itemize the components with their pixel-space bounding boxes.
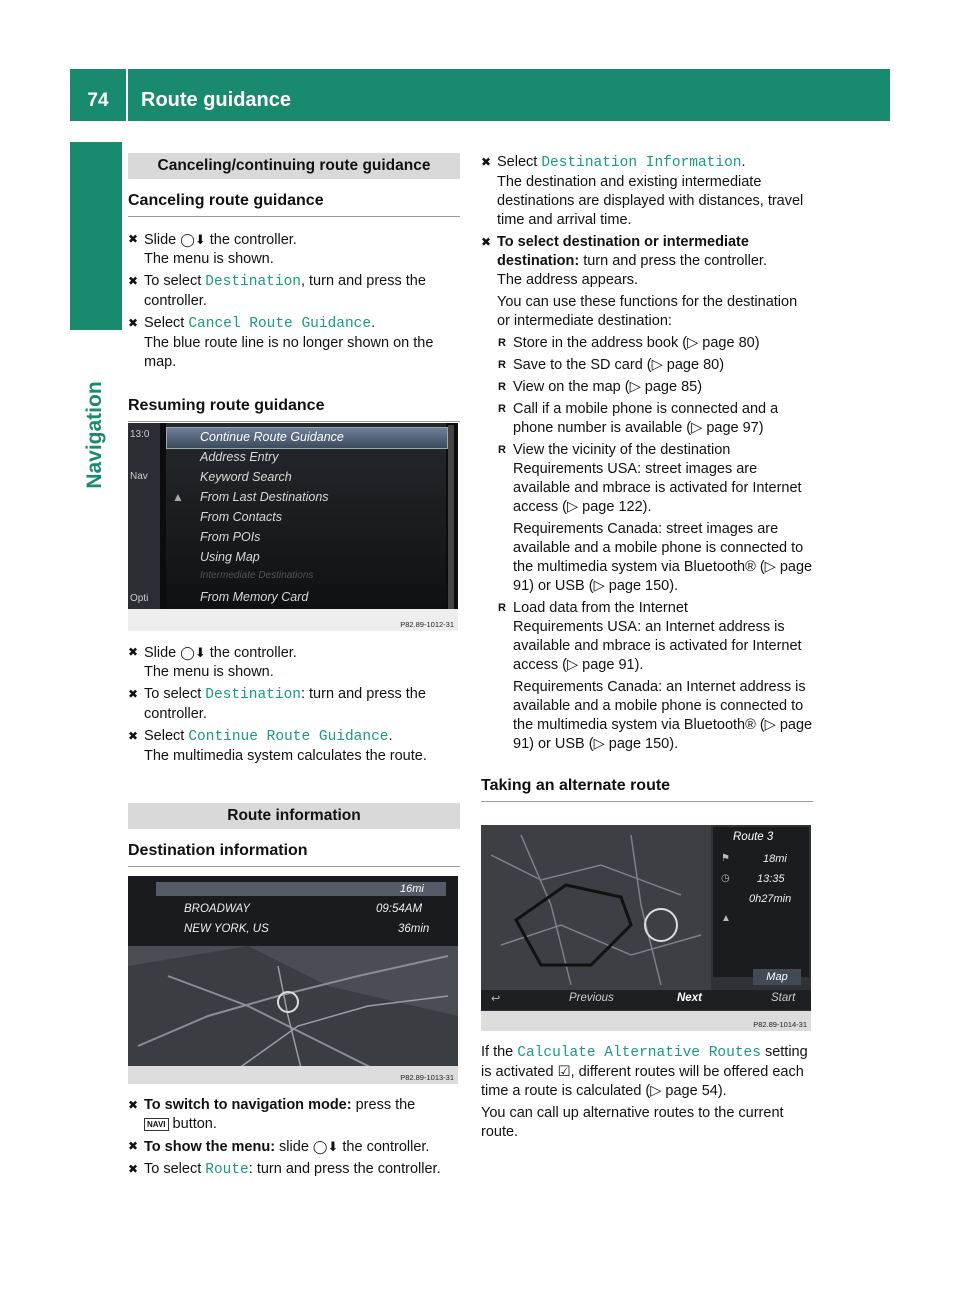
vicinity-requirements-canada: Requirements Canada: street images are available and a mobile phone is connected to the multimedia system via Bluetooth® (▷ page 91) or USB (▷ page 150). [513, 521, 813, 594]
screen-route-arrival: 13:35 [757, 873, 785, 885]
step-select-continue: ✖ Select Continue Route Guidance. The multimedia system calculates the route. [128, 728, 427, 764]
screenshot-caption: P82.89-1012-31 [400, 620, 454, 629]
step-slide: ✖ Slide ◯⬇ the controller. The menu is shown. [128, 232, 297, 267]
page-title: Route guidance [141, 89, 292, 111]
folder-icon: ▲ [172, 490, 184, 504]
screen-scrollbar [448, 425, 454, 609]
screen-route-distance: 18mi [763, 853, 787, 865]
alternate-routes-paragraph: If the Calculate Alternative Routes setting is activated ☑, different routes will be offered each time a route is calculated (▷ page 54). [481, 1044, 808, 1099]
page-number: 74 [87, 90, 109, 111]
heading-canceling-route-guidance: Canceling route guidance [128, 191, 460, 217]
bullet-view-on-map: R View on the map (▷ page 85) [498, 379, 703, 395]
step-arrow-icon: ✖ [128, 1139, 139, 1153]
map-button[interactable]: Map [753, 969, 801, 985]
step-arrow-icon: ✖ [128, 232, 139, 246]
column-right-bottom [481, 1043, 813, 1145]
clock-icon: ◷ [721, 873, 730, 884]
screenshot-destination-map [128, 876, 458, 1084]
heading-resuming-route-guidance: Resuming route guidance [128, 396, 460, 422]
column-left-bottom [128, 1096, 460, 1183]
screen-nav-label: Nav [130, 471, 148, 482]
bullet-store-address-book: R Store in the address book (▷ page 80) [498, 335, 760, 351]
screen-route-duration: 0h27min [749, 893, 792, 905]
screen-route-number: Route 3 [733, 831, 774, 843]
bullet-load-internet: R Load data from the Internet Requirements USA: an Internet address is available and mbrace is activated for Internet access (▷ page 91). Requirements Canada: an Internet address is available and a mobile phone is connected to the multimedia system via Bluetooth® (▷ page 91) or USB (▷ page 150). [498, 600, 813, 752]
header-divider [126, 69, 128, 121]
screen-minutes: 36min [398, 923, 430, 935]
menu-item-destination: Destination [205, 687, 301, 703]
bullet-icon: R [498, 444, 506, 456]
start-button[interactable]: Start [771, 992, 796, 1004]
screen-item-contacts: From Contacts [200, 510, 282, 524]
menu-item-cancel-route-guidance: Cancel Route Guidance [188, 316, 372, 332]
screenshot-caption: P82.89-1014-31 [753, 1020, 807, 1029]
navi-button-icon: NAVI [144, 1118, 169, 1131]
controller-icon: ◯⬇ [180, 232, 206, 247]
screen-distance: 16mi [400, 883, 424, 895]
bullet-icon: R [498, 602, 506, 614]
vicinity-requirements-usa: Requirements USA: street images are available and mbrace is activated for Internet access (▷ page 122). [513, 461, 802, 515]
step-select-cancel: ✖ Select Cancel Route Guidance. The blue route line is no longer shown on the map. [128, 315, 434, 370]
screen-arrival-time: 09:54AM [376, 903, 423, 915]
next-button[interactable]: Next [677, 992, 702, 1004]
controller-icon: ◯⬇ [312, 1139, 339, 1154]
step-navigation-mode: ✖ To switch to navigation mode: press the NAVI button. [128, 1097, 416, 1132]
load-requirements-usa: Requirements USA: an Internet address is available and mbrace is activated for Internet access (▷ page 91). [513, 619, 802, 673]
previous-button[interactable]: Previous [569, 992, 614, 1004]
bullet-save-sd-card: R Save to the SD card (▷ page 80) [498, 357, 725, 373]
section-heading-canceling: Canceling/continuing route guidance [128, 153, 460, 179]
step-arrow-icon: ✖ [128, 1162, 139, 1176]
step-arrow-icon: ✖ [128, 1098, 139, 1112]
menu-item-destination-information: Destination Information [541, 155, 742, 171]
alternate-routes-note: You can call up alternative routes to the current route. [481, 1105, 784, 1140]
side-tab-label: Navigation [83, 381, 106, 489]
screen-item-keyword-search: Keyword Search [200, 470, 292, 484]
screen-item-address-entry: Address Entry [200, 450, 279, 464]
side-tab-block [70, 142, 122, 330]
functions-intro: You can use these functions for the destination or intermediate destination: [497, 294, 798, 329]
step-select-destination: ✖ To select Destination: turn and press the controller. [128, 686, 426, 722]
screen-item-continue: Continue Route Guidance [200, 430, 344, 444]
screen-options-label: Opti [130, 593, 149, 604]
step-slide: ✖ Slide ◯⬇ the controller. The menu is shown. [128, 645, 297, 680]
step-show-menu: ✖ To show the menu: slide ◯⬇ the controller. [128, 1139, 430, 1155]
bullet-icon: R [498, 381, 506, 393]
step-select-route: ✖ To select Route: turn and press the controller. [128, 1161, 441, 1178]
section-heading-route-information: Route information [128, 803, 460, 829]
menu-item-continue-route-guidance: Continue Route Guidance [188, 729, 389, 745]
menu-item-destination: Destination [205, 274, 301, 290]
screenshot-caption: P82.89-1013-31 [400, 1073, 454, 1082]
step-select-destination-information: ✖ Select Destination Information. The destination and existing intermediate destinations are displayed with distances, travel time and arrival time. [481, 154, 804, 228]
flag-icon: ⚑ [721, 853, 730, 864]
step-arrow-icon: ✖ [128, 316, 139, 330]
step-arrow-icon: ✖ [128, 729, 139, 743]
screen-bottom-bar [481, 990, 811, 1010]
setting-calculate-alternative-routes: Calculate Alternative Routes [517, 1045, 761, 1061]
column-left [128, 153, 460, 422]
screenshot-nav-menu [128, 423, 458, 631]
heading-alternate-route: Taking an alternate route [481, 776, 813, 802]
controller-icon: ◯⬇ [180, 645, 206, 660]
step-select-destination: ✖ To select Destination, turn and press the controller. [128, 273, 426, 309]
screen-city: NEW YORK, US [184, 923, 269, 935]
bullet-icon: R [498, 359, 506, 371]
heading-destination-information: Destination information [128, 841, 460, 867]
load-requirements-canada: Requirements Canada: an Internet address is available and a mobile phone is connected to the multimedia system via Bluetooth® (▷ page 91) or USB (▷ page 150). [513, 679, 813, 752]
screen-item-pois: From POIs [200, 530, 261, 544]
screen-item-last-destinations: From Last Destinations [200, 490, 329, 504]
bullet-icon: R [498, 337, 506, 349]
step-arrow-icon: ✖ [128, 687, 139, 701]
step-arrow-icon: ✖ [128, 274, 139, 288]
screen-item-intermediate-disabled: Intermediate Destinations [200, 570, 314, 581]
route-options-icon: ▲ [721, 913, 731, 924]
bullet-icon: R [498, 403, 506, 415]
screen-item-using-map: Using Map [200, 550, 260, 564]
step-arrow-icon: ✖ [481, 155, 492, 169]
screenshot-alternate-route [481, 825, 811, 1031]
bullet-call: R Call if a mobile phone is connected and a phone number is available (▷ page 97) [498, 401, 779, 436]
screen-street: BROADWAY [184, 903, 251, 915]
bullet-view-vicinity: R View the vicinity of the destination Requirements USA: street images are available and mbrace is activated for Internet access (▷ page 122). Requirements Canada: street images are available and a mobile phone is connected to the multimedia system via Bluetooth® (▷ page 91) or USB (▷ page 150). [498, 442, 813, 594]
step-arrow-icon: ✖ [128, 645, 139, 659]
step-arrow-icon: ✖ [481, 235, 492, 249]
screen-item-memory-card: From Memory Card [200, 590, 309, 604]
back-icon[interactable]: ↩ [491, 993, 501, 1005]
column-right [481, 153, 813, 802]
column-left-continued [128, 643, 460, 867]
screen-clock: 13:0 [130, 429, 150, 440]
menu-item-route: Route [205, 1162, 249, 1178]
step-select-destination: ✖ To select destination or intermediate destination: turn and press the controller. The address appears. You can use these functions for the destination or intermediate destination: R Store in the address book (▷ page 80) R Save to the SD card (▷ page 80) R View on the map (▷ page 85) R Call if a mobile phone is connected and a phone number is available (▷ page 97) R View the vicinity of the destination Requirements USA: street images are available and mbrace is activated for Internet access (▷ page 122). Requirements Canada: street images are available and a mobile phone is connected to the multimedia system via Bluetooth® (▷ page 91) or USB (▷ page 150). R Load data from the Internet Requirements USA: an Internet address is available and mbrace is activated for Internet access (▷ page 91). Requirements Canada: an Internet address is available and a mobile phone is connected to the multimedia system via Bluetooth® (▷ page 91) or USB (▷ page 150). [481, 234, 813, 752]
